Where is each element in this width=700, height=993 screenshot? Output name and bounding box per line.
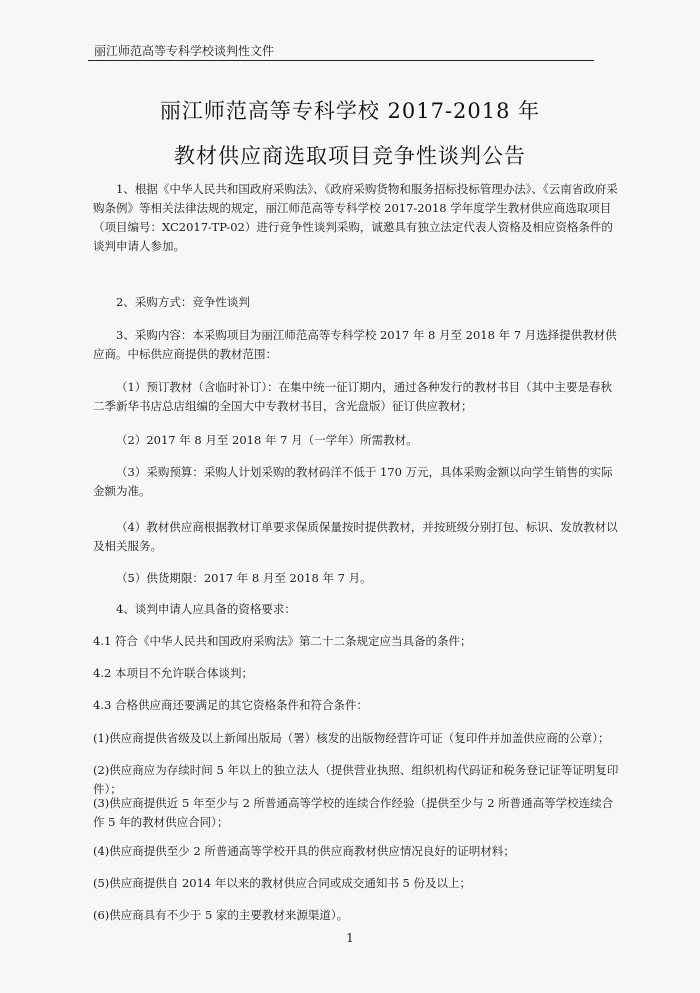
paragraph-condition-2: (2)供应商应为存续时间 5 年以上的独立法人（提供营业执照、组织机构代码证和税务登记证等证明复印件）； [93,763,619,796]
paragraph-procurement-content: 3、采购内容：本采购项目为丽江师范高等专科学校 2017 年 8 月至 2018 年 7 月选择提供教材供应商。中标供应商提供的教材范围： [93,328,617,361]
running-header: 丽江师范高等专科学校谈判性文件 [94,44,275,58]
header-divider [88,60,594,61]
paragraph-procurement-method: 2、采购方式：竞争性谈判 [116,295,250,309]
paragraph-condition-4: (4)供应商提供至少 2 所普通高等学校开具的供应商教材供应情况良好的证明材料； [93,844,515,858]
paragraph-req-4-1: 4.1 符合《中华人民共和国政府采购法》第二十二条规定应当具备的条件； [93,634,472,648]
document-title-line-1: 丽江师范高等专科学校 2017-2018 年 [159,99,541,123]
paragraph-item-4-service: （4）教材供应商根据教材订单要求保质保量按时提供教材，并按班级分别打包、标识、发放教材以及相关服务。 [93,520,618,553]
paragraph-req-4-3: 4.3 合格供应商还要满足的其它资格条件和符合条件： [93,698,368,712]
paragraph-condition-3: (3)供应商提供近 5 年至少与 2 所普通高等学校的连续合作经验（提供至少与 2 所普通高等学校连续合作 5 年的教材供应合同）； [93,796,614,829]
paragraph-item-2: （2）2017 年 8 月至 2018 年 7 月（一学年）所需教材。 [116,433,418,447]
paragraph-item-5-supply-period: （5）供货期限：2017 年 8 月至 2018 年 7 月。 [116,571,372,585]
paragraph-qualification-requirements: 4、谈判申请人应具备的资格要求： [116,602,296,616]
paragraph-item-3-budget: （3）采购预算：采购人计划采购的教材码洋不低于 170 万元，具体采购金额以向学生销售的实际金额为准。 [93,465,613,498]
paragraph-condition-1: (1)供应商提供省级及以上新闻出版局（署）核发的出版物经营许可证（复印件并加盖供应商的公章）； [93,731,610,745]
paragraph-req-4-2: 4.2 本项目不允许联合体谈判； [93,666,253,680]
document-title-line-2: 教材供应商选取项目竞争性谈判公告 [174,144,526,168]
paragraph-condition-5: (5)供应商提供自 2014 年以来的教材供应合同或成交通知书 5 份及以上； [93,876,471,890]
paragraph-item-1: （1）预订教材（含临时补订）：在集中统一征订期内，通过各种发行的教材书目（其中主要是春秋二季新华书店总店组编的全国大中专教材书目，含光盘版）征订供应教材； [93,380,613,413]
paragraph-legal-basis: 1、根据《中华人民共和国政府采购法》、《政府采购货物和服务招标投标管理办法》、《云南省政府采购条例》等相关法律法规的规定，丽江师范高等专科学校 2017-2018 学年度学生教材供应商选取项目（项目编号：XC2017-TP-02）进行竞争性谈判采购，诚邀具有独立法定代表人资格及相应资格条件的谈判申请人参加。 [93,182,618,253]
page-number: 1 [346,931,354,945]
paragraph-condition-6: (6)供应商具有不少于 5 家的主要教材来源渠道）。 [93,908,349,922]
